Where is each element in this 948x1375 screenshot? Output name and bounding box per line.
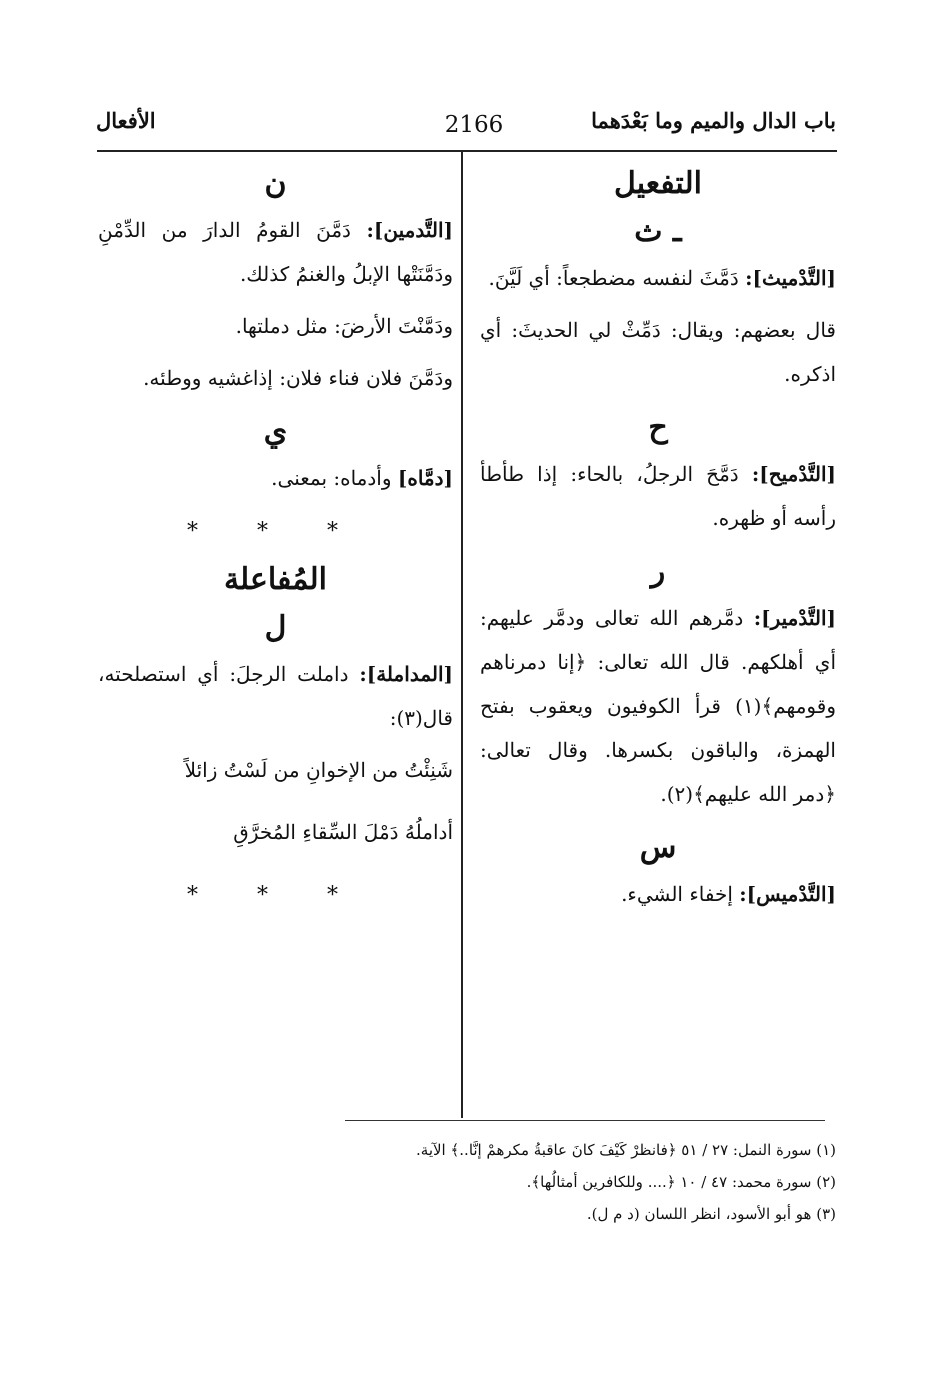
entry-tadmin-3 (98, 356, 453, 400)
footnote-rule (345, 1120, 825, 1121)
entry-text: دَمَّنَ القومُ الدارَ من الدِّمْنِ ودَمَّنَتْها الإبلُ والغنمُ كذلك. (98, 218, 453, 286)
left-column (98, 160, 453, 920)
section-separator-stars: * * * (187, 883, 364, 908)
entry-text: وأدماه: بمعنى. (271, 466, 398, 490)
entry-tadmir (480, 596, 836, 816)
entry-tadmith-2 (480, 308, 836, 396)
entry-text: دمَّرهم الله تعالى ودمَّر عليهم: أي أهلكهم. قال الله تعالى: ﴿إنا دمرناهم وقومهم﴾(١) قرأ الكوفيون ويعقوب بفتح الهمزة، والباقون بكسرها. وقال تعالى: ﴿دمر الله عليهم﴾(٢). (480, 606, 836, 806)
entry-tadmis (480, 872, 836, 916)
letter-heading-nun: ن (264, 166, 287, 201)
entry-dammah (98, 456, 453, 500)
entry-mudamala (98, 652, 453, 740)
letter-heading-lam: ل (264, 610, 287, 645)
entry-tadmin (98, 208, 453, 296)
entry-text: قال بعضهم: ويقال: دَمِّثْ لي الحديثَ: أي اذكره. (480, 318, 836, 386)
footnote-2: (٢) سورة محمد: ٤٧ / ١٠ ﴿.... وللكافرين أمثالُها﴾. (526, 1173, 836, 1191)
letter-heading-ra: ر (650, 554, 666, 589)
poetry-verse-2: أداملُهُ دَمْلَ السِّقاءِ المُخرَّقِ (233, 820, 453, 844)
column-divider (461, 152, 463, 1118)
entry-text: ودَمَّنَ فلان فناء فلان: إذاغشيه ووطئه. (143, 366, 453, 390)
footnote-3: (٣) هو أبو الأسود، انظر اللسان (د م ل). (586, 1205, 836, 1223)
section-title-mufaala: المُفاعلة (223, 562, 328, 597)
header-chapter-title: باب الدال والميم وما بَعْدَهما (591, 108, 836, 133)
page-number: 2166 (444, 112, 504, 138)
letter-heading-tha: ـ ث (634, 214, 682, 249)
header-section-title: الأفعال (96, 108, 156, 133)
right-column (480, 160, 836, 924)
footnotes (276, 1134, 836, 1230)
entry-tadmih (480, 452, 836, 540)
header-rule (97, 150, 837, 152)
entry-text: دَمَّحَ الرجلُ، بالحاء: إذا طأطأ رأسه أو ظهره. (480, 462, 836, 530)
entry-tadmin-2 (98, 304, 453, 348)
entry-key: [التَّدْمير]: (753, 606, 836, 630)
entry-key: [التَّدمين]: (366, 218, 453, 242)
entry-key: [التَّدْميس]: (739, 882, 836, 906)
letter-heading-ya: ي (263, 414, 288, 449)
letter-heading-sin: س (639, 830, 677, 865)
section-title-tafeel: التفعيل (614, 166, 702, 201)
entry-key: [دمَّاه] (397, 466, 453, 490)
entry-key: [التَّدْميح]: (751, 462, 836, 486)
entry-text: ودَمَّنْتَ الأرضَ: مثل دملتها. (235, 314, 453, 338)
entry-key: [التَّدْميث]: (745, 266, 836, 290)
letter-heading-ha: ح (648, 410, 668, 445)
entry-text: داملت الرجلَ: أي استصلحته، قال(٣): (98, 662, 453, 730)
section-separator-stars: * * * (187, 519, 364, 544)
poetry-verse-1: شَنِئْتُ من الإخوانِ من لَسْتُ زائلاً (184, 758, 453, 782)
entry-key: [المداملة]: (359, 662, 453, 686)
footnote-1: (١) سورة النمل: ٢٧ / ٥١ ﴿فانظرْ كَيْفَ كانَ عاقبةُ مكرهمْ إنَّا..﴾ الآية. (416, 1141, 836, 1159)
entry-tadmith (480, 256, 836, 300)
entry-text: إخفاء الشيء. (621, 882, 740, 906)
entry-text: دَمَّثَ لنفسه مضطجعاً: أي لَيَّنَ. (488, 266, 746, 290)
